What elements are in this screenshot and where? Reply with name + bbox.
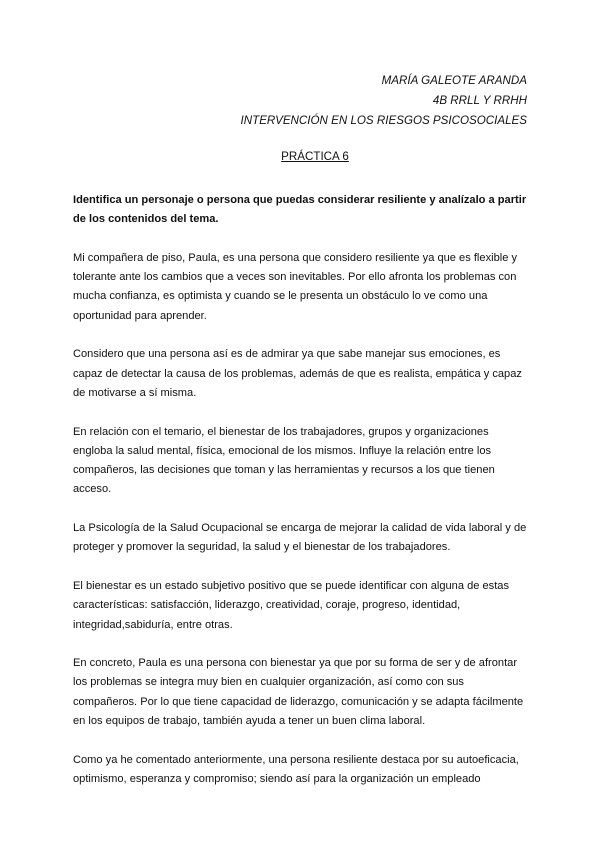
subject-name: INTERVENCIÓN EN LOS RIESGOS PSICOSOCIALES bbox=[240, 113, 527, 127]
document-body bbox=[73, 191, 529, 809]
question-text: Identifica un personaje o persona que puedas considerar resiliente y analízalo a partir de los contenidos del tema. bbox=[73, 194, 527, 226]
paragraph-1: Mi compañera de piso, Paula, es una persona que considero resiliente ya que es flexible y tolerante ante los cambios que a veces son inevitables. Por ello afronta los problemas con mucha confianza, es optimista y cuando se le presenta un obstáculo lo ve como una oportunidad para aprender. bbox=[73, 251, 518, 322]
document-title-wrapper bbox=[0, 150, 600, 163]
paragraph-2: Considero que una persona así es de admirar ya que sabe manejar sus emociones, es capaz de detectar la causa de los problemas, además de que es realista, empática y capaz de motivarse a sí misma. bbox=[73, 348, 522, 399]
paragraph-5: El bienestar es un estado subjetivo positivo que se puede identificar con alguna de estas características: satisfacción, liderazgo, creatividad, coraje, progreso, identidad, integridad,sabiduría, entre otras. bbox=[73, 579, 510, 631]
paragraph-6: En concreto, Paula es una persona con bienestar ya que por su forma de ser y de afrontar los problemas se integra muy bien en cualquier organización, así como con sus compañeros. Por lo que tiene capacidad de liderazgo, comunicación y se adapta fácilmente en los equipos de trabajo, también ayuda a tener un buen clima laboral. bbox=[73, 657, 524, 728]
document-title: PRÁCTICA 6 bbox=[281, 150, 349, 163]
paragraph-3: En relación con el temario, el bienestar de los trabajadores, grupos y organizaciones engloba la salud mental, física, emocional de los mismos. Influye la relación entre los compañeros, las decisiones que toman y las herramientas y recursos a los que tienen acceso. bbox=[73, 425, 495, 496]
paragraph-4: La Psicología de la Salud Ocupacional se encarga de mejorar la calidad de vida laboral y de proteger y promover la seguridad, la salud y el bienestar de los trabajadores. bbox=[73, 522, 527, 554]
paragraph-7: Como ya he comentado anteriormente, una persona resiliente destaca por su autoeficacia, optimismo, esperanza y compromiso; siendo así para la organización un empleado bbox=[73, 753, 519, 785]
author-name: MARÍA GALEOTE ARANDA bbox=[381, 74, 527, 87]
document-header bbox=[241, 71, 527, 130]
course-name: 4B RRLL Y RRHH bbox=[432, 93, 527, 107]
